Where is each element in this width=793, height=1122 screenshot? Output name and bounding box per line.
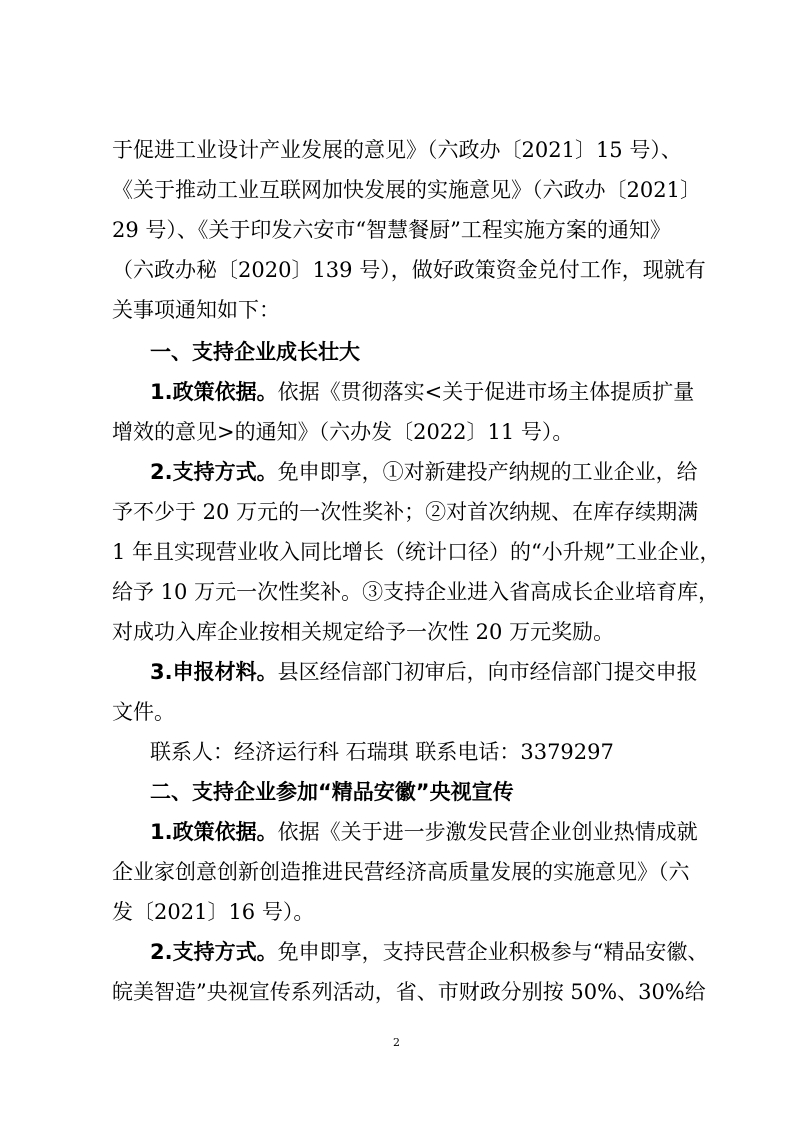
text-line: 予不少于 20 万元的一次性奖补；②对首次纳规、在库存续期满 (112, 500, 699, 524)
text-line: 增效的意见>的通知》（六办发〔2022〕11 号）。 (112, 420, 574, 444)
paragraph-text: 免申即享，①对新建投产纳规的工业企业，给 (277, 460, 698, 484)
paragraph-label: 3.申报材料。 (150, 660, 278, 684)
paragraph-text: 依据《贯彻落实<关于促进市场主体提质扩量 (277, 380, 695, 404)
paragraph-line (150, 657, 698, 687)
paragraph-text: 县区经信部门初审后，向市经信部门提交申报 (277, 660, 698, 684)
text-line: 关事项通知如下： (112, 298, 280, 322)
text-line: 皖美智造”央视宣传系列活动，省、市财政分别按 50%、30%给 (112, 980, 706, 1004)
text-line: 29 号）、《关于印发六安市“智慧餐厨”工程实施方案的通知》 (112, 218, 671, 242)
section-heading: 一、支持企业成长壮大 (150, 340, 360, 364)
paragraph-line (150, 457, 698, 487)
text-line: 发〔2021〕16 号）。 (112, 900, 315, 924)
paragraph-label: 1.政策依据。 (150, 380, 278, 404)
text-line: 于促进工业设计产业发展的意见》（六政办〔2021〕15 号）、 (112, 138, 682, 162)
text-line: 对成功入库企业按相关规定给予一次性 20 万元奖励。 (112, 620, 615, 644)
contact-line: 联系人：经济运行科 石瑞琪 联系电话：3379297 (150, 740, 614, 764)
section-heading: 二、支持企业参加“精品安徽”央视宣传 (150, 780, 514, 804)
paragraph-line (150, 937, 709, 967)
paragraph-text: 依据《关于进一步激发民营企业创业热情成就 (277, 820, 698, 844)
text-line: 《关于推动工业互联网加快发展的实施意见》（六政办〔2021〕 (112, 178, 701, 202)
paragraph-line (150, 817, 698, 847)
text-line: 给予 10 万元一次性奖补。③支持企业进入省高成长企业培育库， (112, 580, 720, 604)
paragraph-label: 2.支持方式。 (150, 940, 278, 964)
paragraph-label: 1.政策依据。 (150, 820, 278, 844)
paragraph-line (150, 377, 695, 407)
text-line: 文件。 (112, 700, 175, 724)
paragraph-label: 2.支持方式。 (150, 460, 278, 484)
text-line: （六政办秘〔2020〕139 号），做好政策资金兑付工作，现就有 (112, 258, 706, 282)
text-line: 1 年且实现营业收入同比增长（统计口径）的“小升规”工业企业， (112, 540, 721, 564)
page-number: 2 (393, 1036, 400, 1049)
text-line: 企业家创意创新创造推进民营经济高质量发展的实施意见》（六 (112, 860, 690, 884)
paragraph-text: 免申即享，支持民营企业积极参与“精品安徽、 (277, 940, 709, 964)
